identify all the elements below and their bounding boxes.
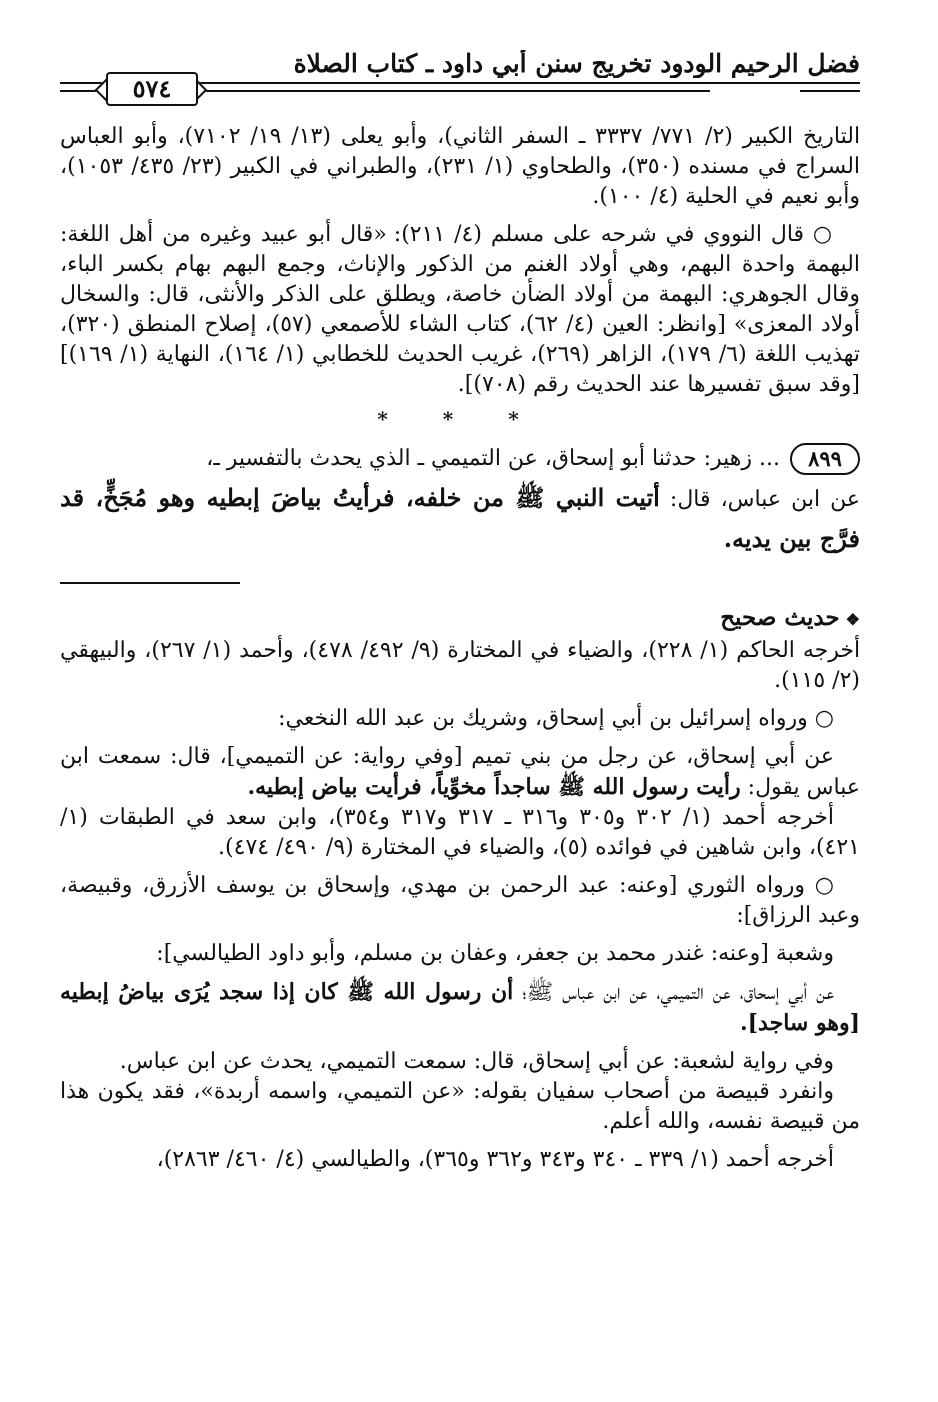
hadith-header	[60, 440, 860, 478]
takhrij-paragraph: أخرجه أحمد (١/ ٣٠٢ و٣٠٥ و٣١٦ ـ ٣١٧ و٣١٧ و٣٥٤)، وابن سعد في الطبقات (١/ ٤٢١)، وابن شاهين في فوائده (٥)، والضياء في المختارة (٩/ ٤٩٠/ ٤٧٤).	[60, 805, 860, 860]
narration-paragraph: وفي رواية لشعبة: عن أبي إسحاق، قال: سمعت التميمي، يحدث عن ابن عباس.	[119, 1049, 834, 1074]
takhrij-paragraph: أخرجه أحمد (١/ ٣٣٩ ـ ٣٤٠ و٣٤٣ و٣٦٢ و٣٦٥)، والطيالسي (٤/ ٤٦٠/ ٢٨٦٣)،	[156, 1147, 834, 1172]
matn-text: رأيت رسول الله ﷺ ساجداً مخوِّياً، فرأيت بياض إبطيه.	[247, 774, 741, 800]
narration-paragraph: عن أبي إسحاق، عن التميمي، عن ابن عباس ﷺ؛ أن رسول الله ﷺ كان إذا سجد يُرَى بياضُ إبطيه [وهو ساجد].	[60, 979, 860, 1036]
footnote-divider	[60, 582, 240, 584]
narration-paragraph: وشعبة [وعنه: غندر محمد بن جعفر، وعفان بن مسلم، وأبو داود الطيالسي]:	[156, 941, 834, 966]
commentary-paragraph: ○ قال النووي في شرحه على مسلم (٤/ ٢١١): «قال أبو عبيد وغيره من أهل اللغة: البهمة واحدة البهم، وهي أولاد الغنم من الذكور والإناث، وجمع البهم بهام بكسر الباء، وقال الجوهري: البهمة من أولاد الضأن خاصة، ويطلق على الذكر والأنثى، قال: والسخال أولاد المعزى» [وانظر: العين (٤/ ٦٢)، كتاب الشاء للأصمعي (٥٧)، إصلاح المنطق (٣٢٠)، تهذيب اللغة (٦/ ١٧٩)، الزاهر (٢٦٩)، غريب الحديث للخطابي (١/ ١٦٤)، النهاية (١/ ١٦٩)] [وقد سبق تفسيرها عند الحديث رقم (٧٠٨)].	[60, 222, 861, 397]
narration-paragraph: وانفرد قبيصة من أصحاب سفيان بقوله: «عن التميمي، واسمه أربدة»، فقد يكون هذا من قبيصة نفسه، والله أعلم.	[60, 1079, 860, 1134]
hadith-isnad: ... زهير: حدثنا أبو إسحاق، عن التميمي ـ الذي يحدث بالتفسير ـ،	[206, 446, 780, 471]
narration-paragraph: عن أبي إسحاق، عن رجل من بني تميم [وفي رواية: عن التميمي]، قال: سمعت ابن عباس يقول: رأيت رسول الله ﷺ ساجداً مخوِّياً، فرأيت بياض إبطيه.	[60, 744, 860, 800]
book-icon: ❖	[845, 610, 860, 629]
hadith-number-badge: ٨٩٩	[790, 443, 860, 475]
hadith-continuation	[60, 478, 860, 560]
footnote-paragraph: التاريخ الكبير (٢/ ٧٧١/ ٣٣٣٧ ـ السفر الثاني)، وأبو يعلى (١٣/ ١٩/ ٧١٠٢)، وأبو العباس السراج في مسنده (٣٥٠)، والطحاوي (١/ ٢٣١)، والطبراني في الكبير (٢٣/ ٤٣٥/ ١٠٥٣)، وأبو نعيم في الحلية (٤/ ١٠٠).	[60, 124, 861, 209]
takhrij-paragraph: أخرجه الحاكم (١/ ٢٢٨)، والضياء في المختارة (٩/ ٤٩٢/ ٤٧٨)، وأحمد (١/ ٢٦٧)، والبيهقي (٢/ ١١٥).	[60, 638, 861, 693]
section-separator: * * *	[377, 407, 543, 431]
hadith-isnad-end: عن ابن عباس، قال:	[669, 487, 860, 512]
grade-label: حديث صحيح	[720, 604, 840, 631]
page-body	[60, 122, 860, 1175]
narration-paragraph: ○ ورواه إسرائيل بن أبي إسحاق، وشريك بن عبد الله النخعي:	[278, 706, 834, 731]
hadith-matn: أتيت النبي ﷺ من خلفه، فرأيتُ بياضَ إبطيه وهو مُجَخٍّ، قد فرَّج بين يديه.	[60, 483, 860, 553]
matn-text: أن رسول الله ﷺ كان إذا سجد يُرَى بياضُ إبطيه [وهو ساجد].	[60, 979, 860, 1036]
page-number: ٥٧٤	[106, 72, 198, 106]
running-header-title: فضل الرحيم الودود تخريج سنن أبي داود ـ كتاب الصلاة	[293, 50, 860, 78]
header-rule	[800, 90, 860, 92]
narration-paragraph: ○ ورواه الثوري [وعنه: عبد الرحمن بن مهدي، وإسحاق بن يوسف الأزرق، وقبيصة، وعبد الرزاق]:	[60, 873, 860, 928]
hadith-grade	[60, 602, 860, 636]
